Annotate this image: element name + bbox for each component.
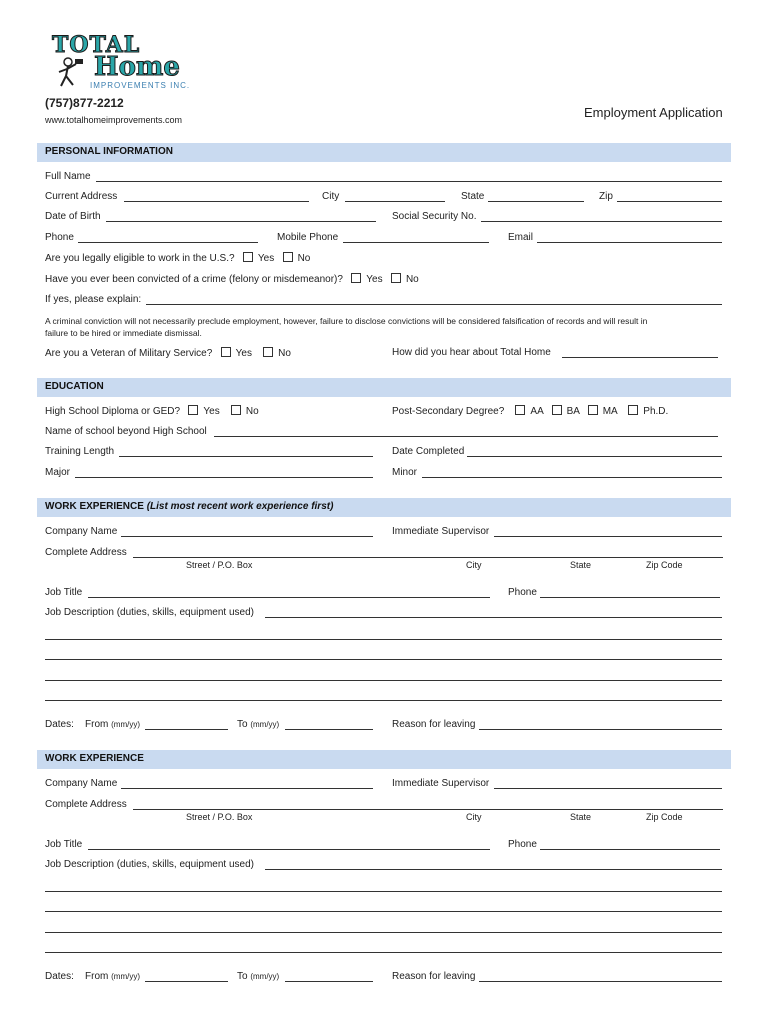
ma-checkbox[interactable]: [588, 405, 598, 415]
from-field[interactable]: [145, 971, 228, 982]
logo-subtitle: IMPROVEMENTS INC.: [90, 81, 191, 90]
ba-checkbox[interactable]: [552, 405, 562, 415]
convicted-question: [45, 273, 419, 286]
conviction-note-1: A criminal conviction will not necessarily preclude employment, however, failure to disclose convictions will be considered falsification of records and will result in: [45, 316, 648, 326]
eligible-label: Are you legally eligible to work in the U.S.?: [45, 253, 235, 264]
explain-field[interactable]: [146, 294, 722, 305]
page-title: Employment Application: [584, 105, 723, 120]
to-format: (mm/yy): [250, 720, 280, 729]
work1-heading: WORK EXPERIENCE: [45, 501, 144, 512]
email-label: Email: [508, 232, 534, 243]
ssn-field[interactable]: [481, 211, 722, 222]
job-desc-line[interactable]: [45, 942, 722, 953]
phone-field[interactable]: [78, 232, 258, 243]
current-address-field[interactable]: [124, 191, 309, 202]
veteran-question: [45, 347, 291, 360]
section-title: PERSONAL INFORMATION: [45, 146, 173, 157]
supervisor-label: Immediate Supervisor: [392, 526, 490, 537]
address-field[interactable]: [133, 799, 723, 810]
ssn-label: Social Security No.: [392, 211, 477, 222]
job-desc-field[interactable]: [265, 607, 722, 618]
to-field[interactable]: [285, 719, 373, 730]
job-desc-line[interactable]: [45, 649, 722, 660]
from-text: From: [85, 971, 109, 982]
logo-word-total: TOTAL: [52, 32, 141, 58]
ma-label: MA: [602, 406, 618, 417]
no-label: No: [297, 253, 311, 264]
from-format: (mm/yy): [111, 720, 141, 729]
job-title-label: Job Title: [45, 839, 83, 850]
company-logo: [50, 34, 200, 92]
full-name-label: Full Name: [45, 171, 91, 182]
yes-label: Yes: [203, 406, 220, 417]
training-label: Training Length: [45, 446, 115, 457]
job-desc-line[interactable]: [45, 629, 722, 640]
job-desc-label: Job Description (duties, skills, equipment used): [45, 607, 254, 618]
job-desc-field[interactable]: [265, 859, 722, 870]
eligible-no-checkbox[interactable]: [283, 252, 293, 262]
worker-icon: [56, 56, 86, 88]
to-format: (mm/yy): [250, 972, 280, 981]
dates-label: Dates:: [45, 971, 74, 982]
to-text: To: [237, 719, 248, 730]
school-label: Name of school beyond High School: [45, 426, 207, 437]
current-address-label: Current Address: [45, 191, 118, 202]
no-label: No: [405, 274, 419, 285]
supervisor-field[interactable]: [494, 526, 722, 537]
aa-label: AA: [530, 406, 544, 417]
from-label: [85, 971, 140, 983]
to-text: To: [237, 971, 248, 982]
hear-label: How did you hear about Total Home: [392, 347, 551, 358]
job-title-field[interactable]: [88, 839, 490, 850]
from-label: [85, 719, 140, 731]
phd-label: Ph.D.: [643, 406, 669, 417]
state-label: State: [461, 191, 485, 202]
hs-question: [45, 405, 259, 418]
ba-label: BA: [566, 406, 580, 417]
section-education-header: [37, 378, 731, 397]
section-personal-header: [37, 143, 731, 162]
explain-label: If yes, please explain:: [45, 294, 142, 305]
work-phone-label: Phone: [508, 839, 537, 850]
from-text: From: [85, 719, 109, 730]
street-caption: Street / P.O. Box: [186, 812, 253, 822]
full-name-field[interactable]: [96, 171, 722, 182]
reason-label: Reason for leaving: [392, 971, 476, 982]
zip-caption: Zip Code: [646, 812, 683, 822]
mobile-field[interactable]: [343, 232, 489, 243]
job-title-field[interactable]: [88, 587, 490, 598]
major-label: Major: [45, 467, 71, 478]
city-caption: City: [466, 812, 482, 822]
supervisor-label: Immediate Supervisor: [392, 778, 490, 789]
mobile-label: Mobile Phone: [277, 232, 339, 243]
veteran-yes-checkbox[interactable]: [221, 347, 231, 357]
minor-label: Minor: [392, 467, 418, 478]
reason-field[interactable]: [479, 719, 722, 730]
job-desc-label: Job Description (duties, skills, equipment used): [45, 859, 254, 870]
company-phone: (757)877-2212: [45, 96, 124, 110]
yes-label: Yes: [366, 274, 383, 285]
to-label: [237, 719, 279, 731]
hs-label: High School Diploma or GED?: [45, 406, 181, 417]
phone-label: Phone: [45, 232, 74, 243]
zip-label: Zip: [599, 191, 613, 202]
work1-heading-note: (List most recent work experience first): [146, 501, 334, 512]
no-label: No: [278, 348, 291, 359]
hs-no-checkbox[interactable]: [231, 405, 241, 415]
zip-caption: Zip Code: [646, 560, 683, 570]
phd-checkbox[interactable]: [628, 405, 638, 415]
to-field[interactable]: [285, 971, 373, 982]
company-field[interactable]: [121, 778, 373, 789]
logo-word-home: Home: [94, 52, 180, 82]
postsec-question: [392, 405, 668, 418]
city-label: City: [322, 191, 340, 202]
email-field[interactable]: [537, 232, 722, 243]
street-caption: Street / P.O. Box: [186, 560, 253, 570]
state-field[interactable]: [488, 191, 584, 202]
zip-field[interactable]: [617, 191, 722, 202]
convicted-yes-checkbox[interactable]: [351, 273, 361, 283]
aa-checkbox[interactable]: [515, 405, 525, 415]
city-caption: City: [466, 560, 482, 570]
yes-label: Yes: [257, 253, 275, 264]
eligible-question: [45, 252, 310, 265]
address-label: Complete Address: [45, 547, 127, 558]
school-field[interactable]: [214, 426, 718, 437]
to-label: [237, 971, 279, 983]
date-completed-field[interactable]: [467, 446, 722, 457]
company-field[interactable]: [121, 526, 373, 537]
state-caption: State: [570, 560, 592, 570]
company-website: www.totalhomeimprovements.com: [45, 115, 183, 125]
work-phone-field[interactable]: [540, 587, 720, 598]
work-phone-field[interactable]: [540, 839, 720, 850]
city-field[interactable]: [345, 191, 445, 202]
address-field[interactable]: [133, 547, 723, 558]
minor-field[interactable]: [422, 467, 722, 478]
dob-field[interactable]: [106, 211, 376, 222]
no-label: No: [245, 406, 259, 417]
postsec-label: Post-Secondary Degree?: [392, 406, 505, 417]
job-title-label: Job Title: [45, 587, 83, 598]
address-label: Complete Address: [45, 799, 127, 810]
dob-label: Date of Birth: [45, 211, 101, 222]
state-caption: State: [570, 812, 592, 822]
work-phone-label: Phone: [508, 587, 537, 598]
eligible-yes-checkbox[interactable]: [243, 252, 253, 262]
yes-label: Yes: [235, 348, 252, 359]
veteran-no-checkbox[interactable]: [263, 347, 273, 357]
job-desc-line[interactable]: [45, 922, 722, 933]
convicted-no-checkbox[interactable]: [391, 273, 401, 283]
hear-field[interactable]: [562, 347, 718, 358]
hs-yes-checkbox[interactable]: [188, 405, 198, 415]
veteran-label: Are you a Veteran of Military Service?: [45, 348, 213, 359]
supervisor-field[interactable]: [494, 778, 722, 789]
major-field[interactable]: [75, 467, 373, 478]
section-title: [45, 501, 333, 512]
convicted-label: Have you ever been convicted of a crime (felony or misdemeanor)?: [45, 274, 343, 285]
conviction-note-2: failure to be hired or immediate dismissal.: [45, 328, 202, 338]
from-format: (mm/yy): [111, 972, 141, 981]
reason-field[interactable]: [479, 971, 722, 982]
section-work1-header: [37, 498, 731, 517]
date-completed-label: Date Completed: [392, 446, 465, 457]
company-label: Company Name: [45, 778, 118, 789]
dates-label: Dates:: [45, 719, 74, 730]
reason-label: Reason for leaving: [392, 719, 476, 730]
company-label: Company Name: [45, 526, 118, 537]
section-title: EDUCATION: [45, 381, 104, 392]
job-desc-line[interactable]: [45, 690, 722, 701]
job-desc-line[interactable]: [45, 881, 722, 892]
training-field[interactable]: [119, 446, 373, 457]
section-title: WORK EXPERIENCE: [45, 753, 144, 764]
section-work2-header: [37, 750, 731, 769]
from-field[interactable]: [145, 719, 228, 730]
job-desc-line[interactable]: [45, 901, 722, 912]
job-desc-line[interactable]: [45, 670, 722, 681]
